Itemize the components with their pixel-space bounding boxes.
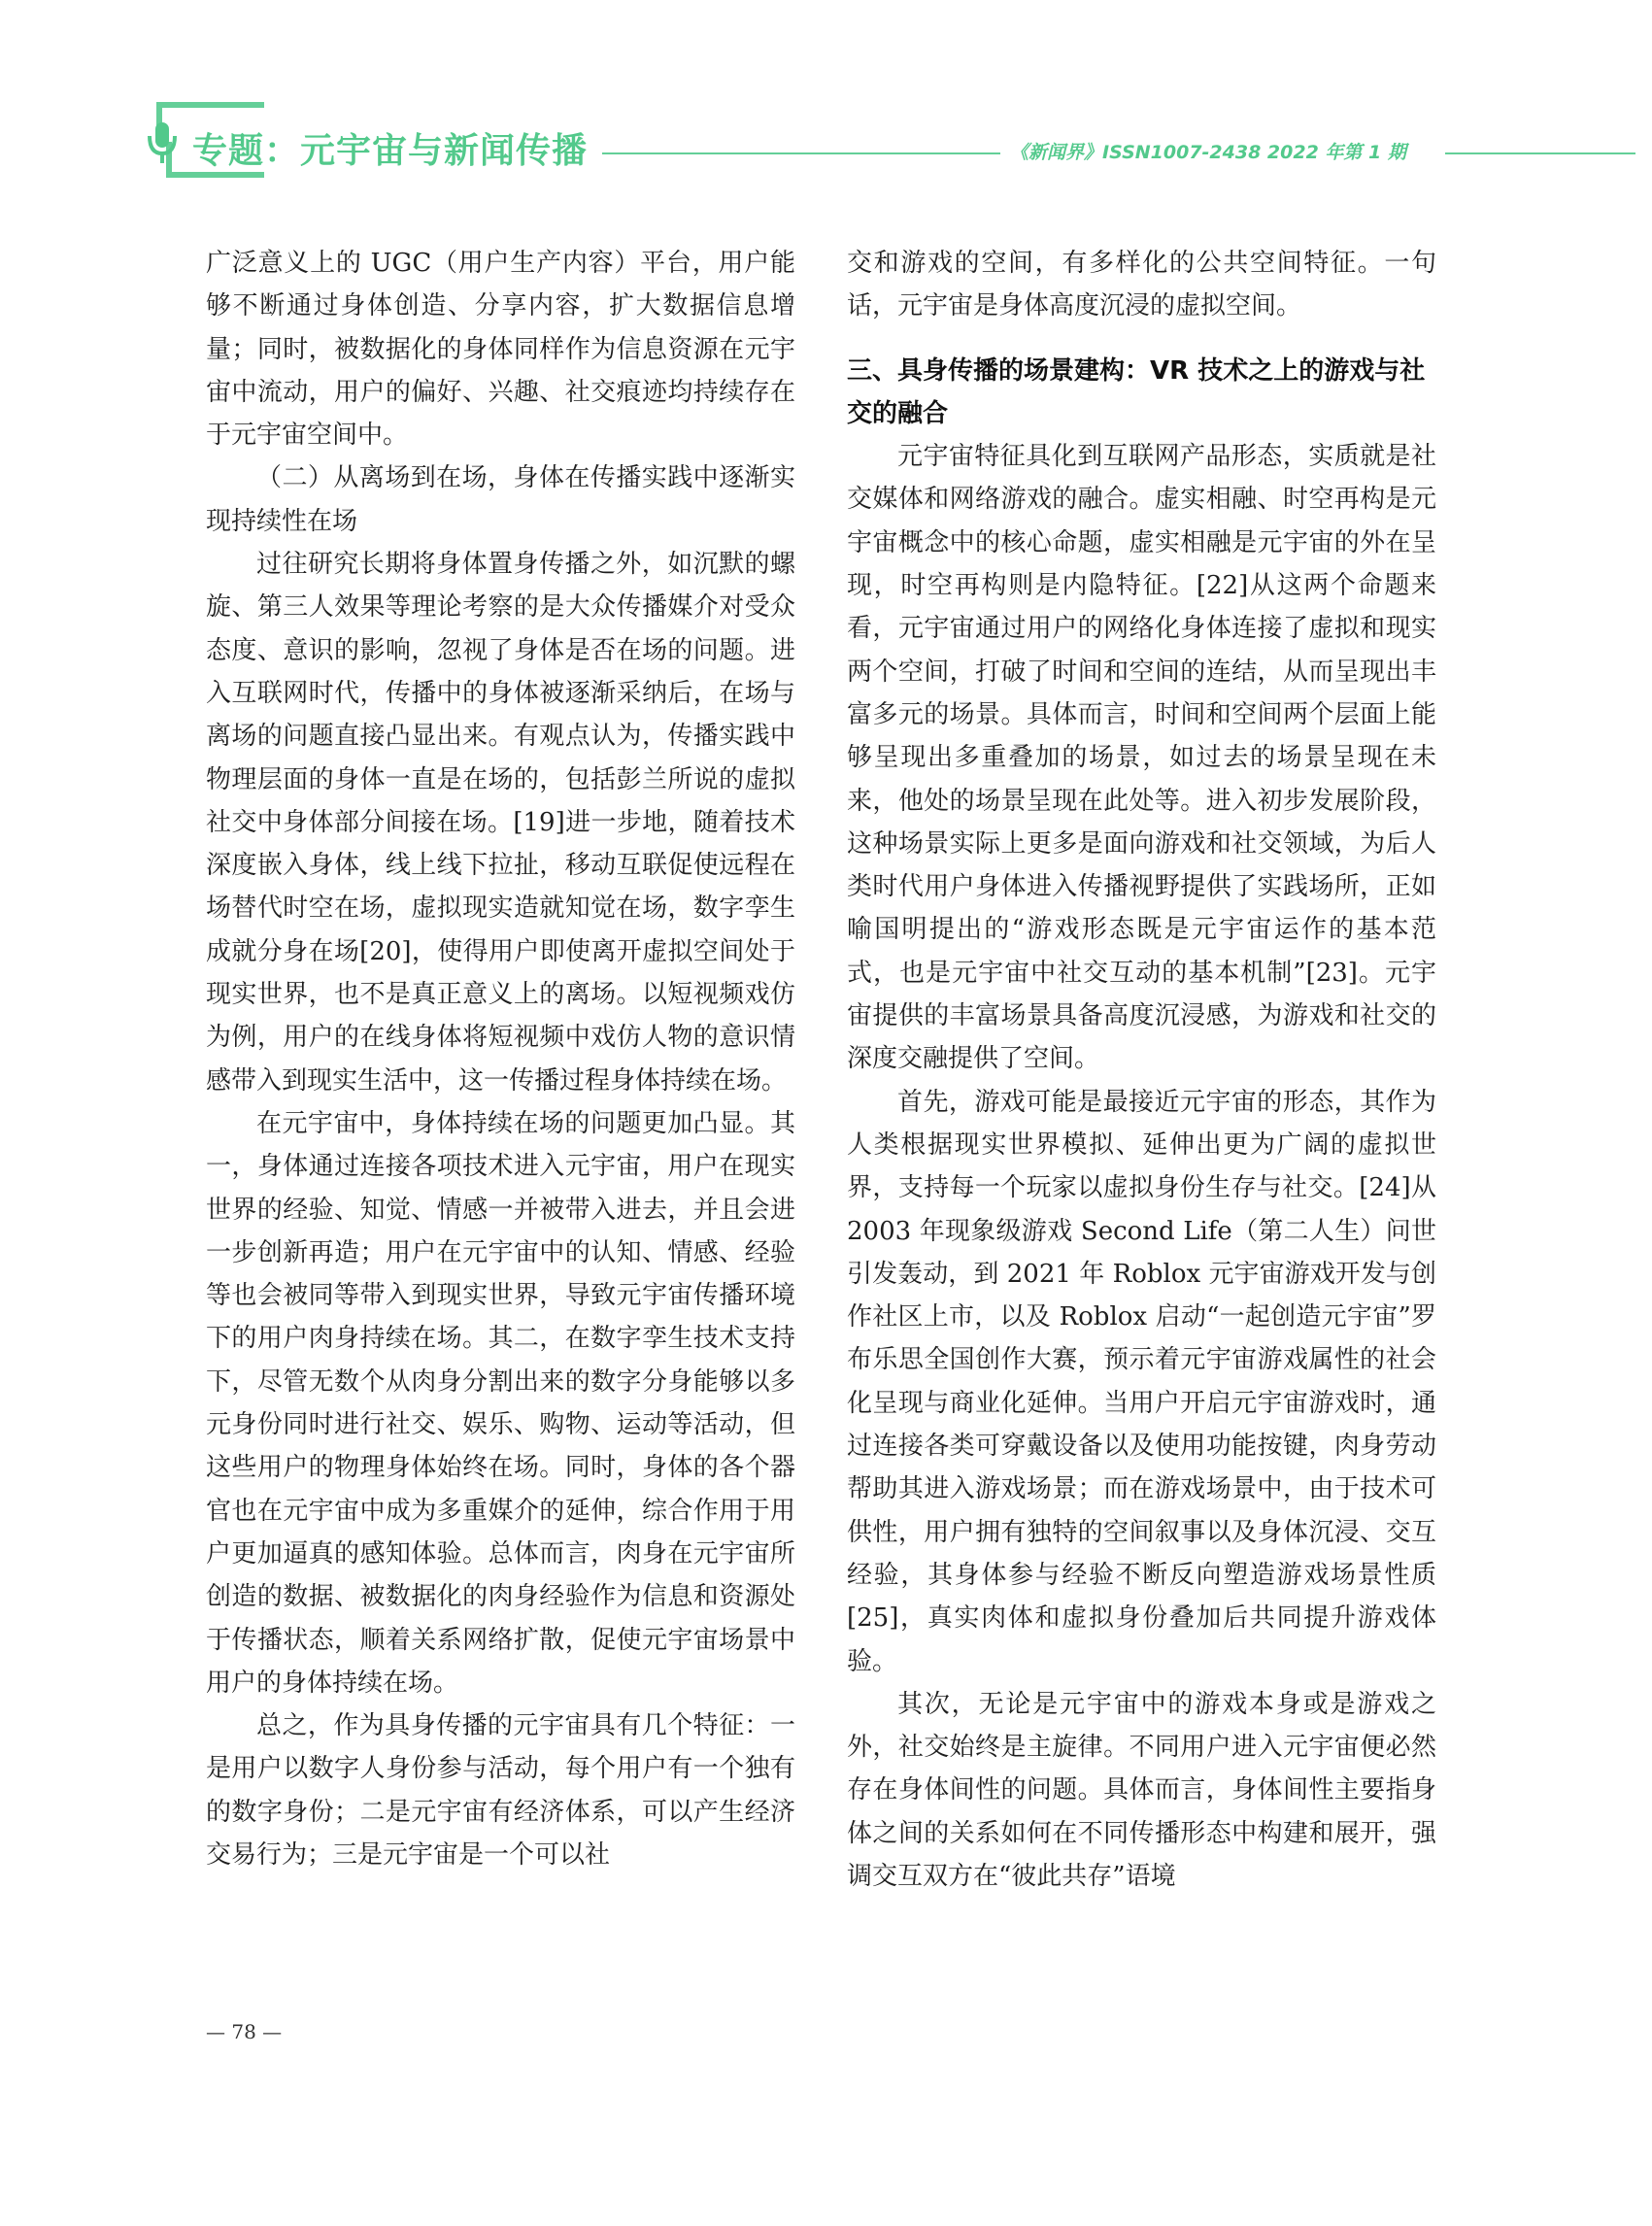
paragraph: 过往研究长期将身体置身传播之外，如沉默的螺旋、第三人效果等理论考察的是大众传播媒介对受众态度、意识的影响，忽视了身体是否在场的问题。进入互联网时代，传播中的身体被逐渐采纳后，在场与离场的问题直接凸显出来。有观点认为，传播实践中物理层面的身体一直是在场的，包括彭兰所说的虚拟社交中身体部分间接在场。[19]进一步地，随着技术深度嵌入身体，线上线下拉扯，移动互联促使远程在场替代时空在场，虚拟现实造就知觉在场，数字孪生成就分身在场[20]，使得用户即使离开虚拟空间处于现实世界，也不是真正意义上的离场。以短视频戏仿为例，用户的在线身体将短视频中戏仿人物的意识情感带入到现实生活中，这一传播过程身体持续在场。	[206, 550, 795, 1096]
paragraph: 总之，作为具身传播的元宇宙具有几个特征：一是用户以数字人身份参与活动，每个用户有一个独有的数字身份；二是元宇宙有经济体系，可以产生经济交易行为；三是元宇宙是一个可以社	[206, 1711, 795, 1870]
paragraph: （二）从离场到在场，身体在传播实践中逐渐实现持续性在场	[206, 463, 795, 536]
paragraph: 元宇宙特征具化到互联网产品形态，实质就是社交媒体和网络游戏的融合。虚实相融、时空再构是元宇宙概念中的核心命题，虚实相融是元宇宙的外在呈现，时空再构则是内隐特征。[22]从这两个命题来看，元宇宙通过用户的网络化身体连接了虚拟和现实两个空间，打破了时间和空间的连结，从而呈现出丰富多元的场景。具体而言，时间和空间两个层面上能够呈现出多重叠加的场景，如过去的场景呈现在未来，他处的场景呈现在此处等。进入初步发展阶段，这种场景实际上更多是面向游戏和社交领域，为后人类时代用户身体进入传播视野提供了实践场所，正如喻国明提出的“游戏形态既是元宇宙运作的基本范式，也是元宇宙中社交互动的基本机制”[23]。元宇宙提供的丰富场景具备高度沉浸感，为游戏和社交的深度交融提供了空间。	[847, 442, 1436, 1074]
paragraph: 首先，游戏可能是最接近元宇宙的形态，其作为人类根据现实世界模拟、延伸出更为广阔的虚拟世界，支持每一个玩家以虚拟身份生存与社交。[24]从 2003 年现象级游戏 Second Life（第二人生）问世引发轰动，到 2021 年 Roblox 元宇宙游戏开发与创作社区上市，以及 Roblox 启动“一起创造元宇宙”罗布乐思全国创作大赛，预示着元宇宙游戏属性的社会化呈现与商业化延伸。当用户开启元宇宙游戏时，通过连接各类可穿戴设备以及使用功能按键，肉身劳动帮助其进入游戏场景；而在游戏场景中，由于技术可供性，用户拥有独特的空间叙事以及身体沉浸、交互经验，其身体参与经验不断反向塑造游戏场景性质[25]，真实肉体和虚拟身份叠加后共同提升游戏体验。	[847, 1087, 1436, 1676]
paragraph: 在元宇宙中，身体持续在场的问题更加凸显。其一，身体通过连接各项技术进入元宇宙，用户在现实世界的经验、知觉、情感一并被带入进去，并且会进一步创新再造；用户在元宇宙中的认知、情感、经验等也会被同等带入到现实世界，导致元宇宙传播环境下的用户肉身持续在场。其二，在数字孪生技术支持下，尽管无数个从肉身分割出来的数字分身能够以多元身份同时进行社交、娱乐、购物、运动等活动，但这些用户的物理身体始终在场。同时，身体的各个器官也在元宇宙中成为多重媒介的延伸，综合作用于用户更加逼真的感知体验。总体而言，肉身在元宇宙所创造的数据、被数据化的肉身经验作为信息和资源处于传播状态，顺着关系网络扩散，促使元宇宙场景中用户的身体持续在场。	[206, 1108, 795, 1698]
section-heading: 三、具身传播的场景建构：VR 技术之上的游戏与社交的融合	[847, 355, 1426, 428]
right-column	[847, 242, 1436, 1898]
continued-paragraph: 交和游戏的空间，有多样化的公共空间特征。一句话，元宇宙是身体高度沉浸的虚拟空间。	[847, 249, 1436, 321]
continued-paragraph: 广泛意义上的 UGC（用户生产内容）平台，用户能够不断通过身体创造、分享内容，扩大数据信息增量；同时，被数据化的身体同样作为信息资源在元宇宙中流动，用户的偏好、兴趣、社交痕迹均持续存在于元宇宙空间中。	[206, 249, 795, 451]
section-spacer	[847, 328, 1436, 350]
left-column	[206, 242, 795, 1876]
paragraph: 其次，无论是元宇宙中的游戏本身或是游戏之外，社交始终是主旋律。不同用户进入元宇宙便必然存在身体间性的问题。具体而言，身体间性主要指身体之间的关系如何在不同传播形态中构建和展开，强调交互双方在“彼此共存”语境	[847, 1689, 1436, 1891]
header-divider-right	[1445, 152, 1635, 154]
header-divider-left	[602, 152, 1000, 154]
journal-info: 《新闻界》ISSN1007-2438 2022 年第 1 期	[1010, 142, 1406, 163]
page-number: — 78 —	[206, 2020, 283, 2043]
section-title: 专题：元宇宙与新闻传播	[192, 131, 589, 171]
